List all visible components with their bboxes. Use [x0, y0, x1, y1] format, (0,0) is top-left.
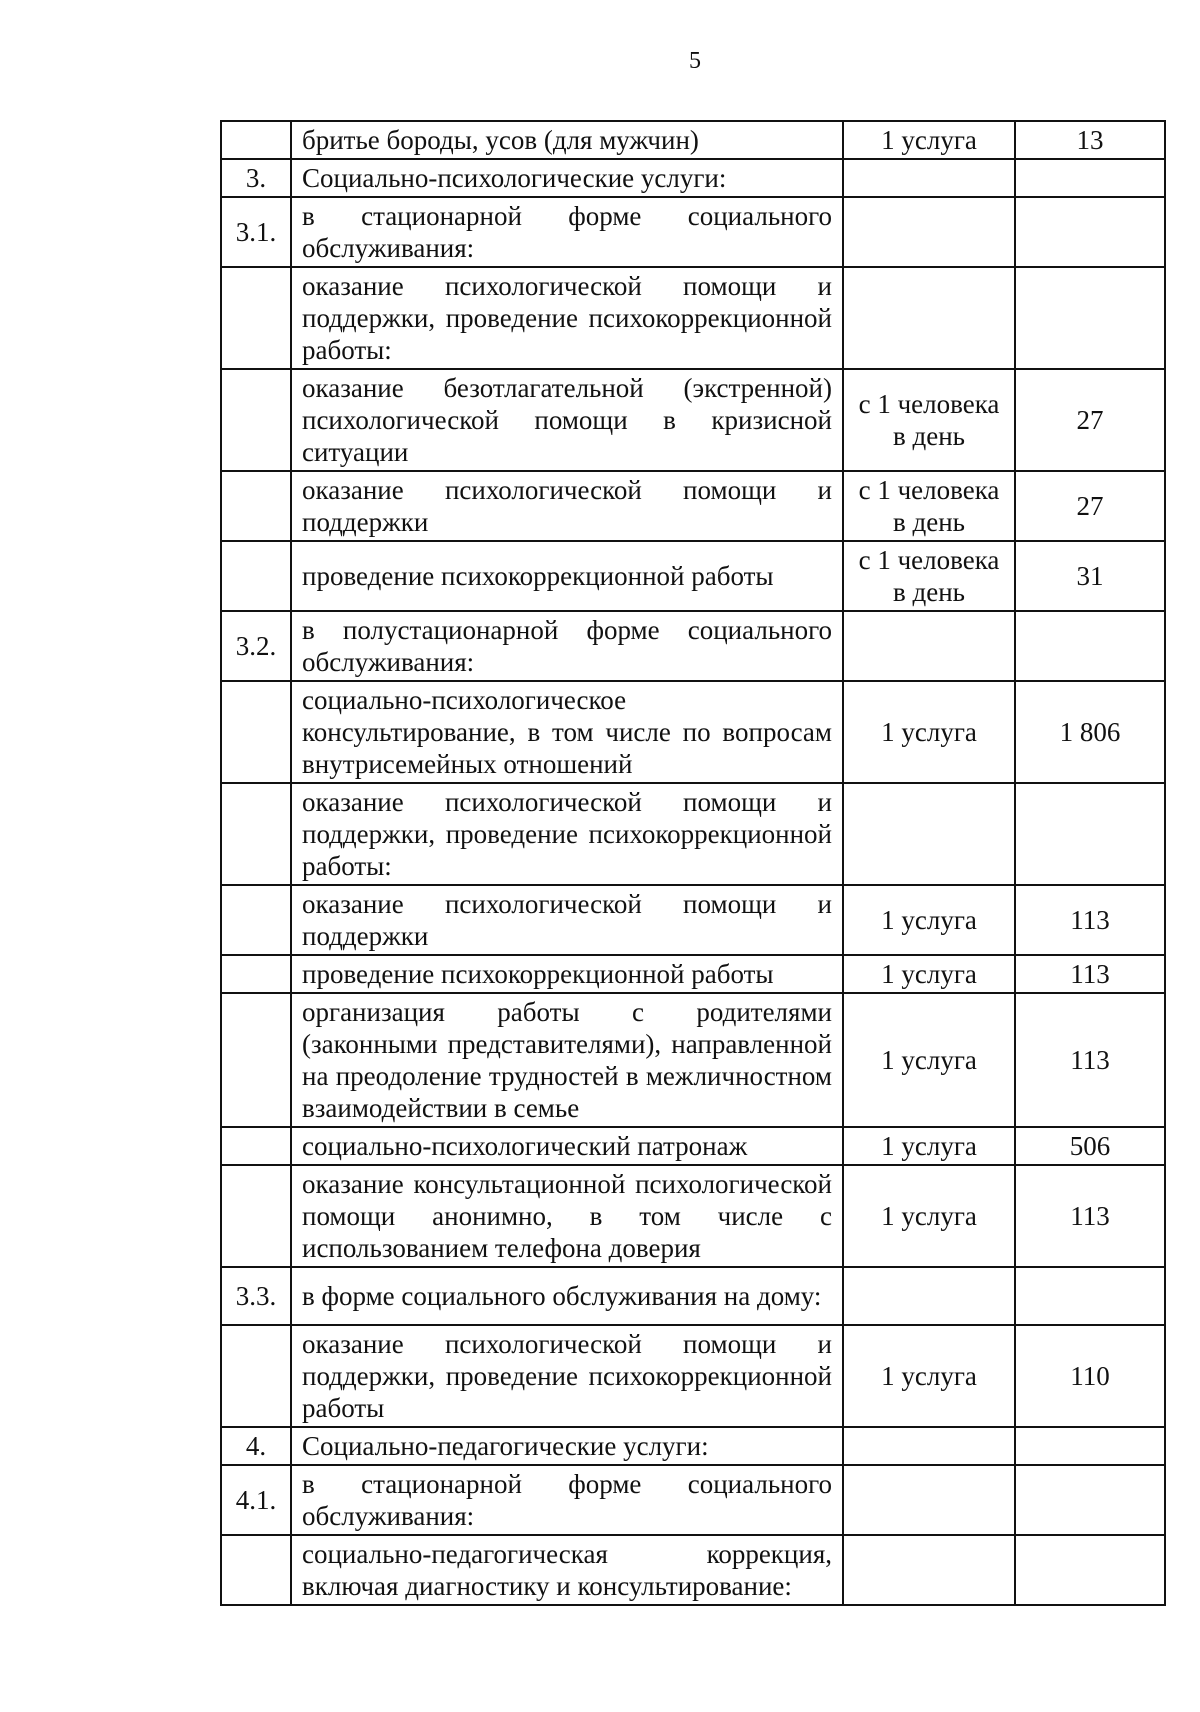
- row-number-cell: [221, 783, 291, 885]
- table-row: [221, 197, 1165, 267]
- row-number-cell: 3.3.: [221, 1267, 291, 1325]
- table-row: [221, 783, 1165, 885]
- table-row: [221, 121, 1165, 159]
- unit-cell: [843, 197, 1015, 267]
- row-number-cell: [221, 1535, 291, 1605]
- row-number-cell: 3.2.: [221, 611, 291, 681]
- table-row: [221, 1427, 1165, 1465]
- table-row: [221, 885, 1165, 955]
- row-number-cell: [221, 267, 291, 369]
- table-row: [221, 611, 1165, 681]
- table-row: [221, 159, 1165, 197]
- row-number-cell: [221, 1127, 291, 1165]
- price-cell: [1015, 1267, 1165, 1325]
- service-name-cell: бритье бороды, усов (для мужчин): [291, 121, 843, 159]
- row-number-cell: [221, 471, 291, 541]
- row-number-cell: [221, 993, 291, 1127]
- row-number-cell: [221, 955, 291, 993]
- unit-cell: 1 услуга: [843, 681, 1015, 783]
- page-number: 5: [689, 48, 701, 74]
- row-number-cell: [221, 121, 291, 159]
- service-name-cell: социально-педагогическая коррекция, включая диагностику и консультирование:: [291, 1535, 843, 1605]
- unit-cell: 1 услуга: [843, 1165, 1015, 1267]
- unit-cell: с 1 человека в день: [843, 369, 1015, 471]
- service-name-cell: в форме социального обслуживания на дому:: [291, 1267, 843, 1325]
- services-table-body: [221, 121, 1165, 1605]
- service-name-cell: в стационарной форме социального обслуживания:: [291, 197, 843, 267]
- row-number-cell: [221, 885, 291, 955]
- price-cell: 1 806: [1015, 681, 1165, 783]
- service-name-cell: Социально-психологические услуги:: [291, 159, 843, 197]
- services-table: [220, 120, 1166, 1606]
- unit-cell: [843, 611, 1015, 681]
- unit-cell: 1 услуга: [843, 955, 1015, 993]
- price-cell: [1015, 267, 1165, 369]
- price-cell: 110: [1015, 1325, 1165, 1427]
- price-cell: [1015, 159, 1165, 197]
- row-number-cell: 3.1.: [221, 197, 291, 267]
- service-name-cell: оказание психологической помощи и поддержки, проведение психокоррекционной работы:: [291, 783, 843, 885]
- price-cell: 13: [1015, 121, 1165, 159]
- unit-cell: [843, 783, 1015, 885]
- service-name-cell: в стационарной форме социального обслуживания:: [291, 1465, 843, 1535]
- unit-cell: [843, 267, 1015, 369]
- price-cell: [1015, 611, 1165, 681]
- table-row: [221, 369, 1165, 471]
- row-number-cell: [221, 1325, 291, 1427]
- service-name-cell: в полустационарной форме социального обслуживания:: [291, 611, 843, 681]
- service-name-cell: Социально-педагогические услуги:: [291, 1427, 843, 1465]
- price-cell: 113: [1015, 1165, 1165, 1267]
- table-row: [221, 955, 1165, 993]
- price-cell: 27: [1015, 369, 1165, 471]
- unit-cell: с 1 человека в день: [843, 541, 1015, 611]
- price-cell: 31: [1015, 541, 1165, 611]
- table-row: [221, 681, 1165, 783]
- row-number-cell: 4.: [221, 1427, 291, 1465]
- row-number-cell: [221, 681, 291, 783]
- row-number-cell: [221, 369, 291, 471]
- unit-cell: [843, 1427, 1015, 1465]
- table-row: [221, 1127, 1165, 1165]
- service-name-cell: оказание психологической помощи и поддержки: [291, 885, 843, 955]
- unit-cell: [843, 1465, 1015, 1535]
- service-name-cell: оказание психологической помощи и поддержки, проведение психокоррекционной работы:: [291, 267, 843, 369]
- table-row: [221, 1465, 1165, 1535]
- table-row: [221, 1267, 1165, 1325]
- service-name-cell: организация работы с родителями (законными представителями), направленной на преодоление трудностей в межличностном взаимодействии в семье: [291, 993, 843, 1127]
- price-cell: [1015, 1427, 1165, 1465]
- table-row: [221, 541, 1165, 611]
- unit-cell: [843, 1535, 1015, 1605]
- unit-cell: [843, 159, 1015, 197]
- service-name-cell: социально-психологический патронаж: [291, 1127, 843, 1165]
- price-cell: [1015, 1535, 1165, 1605]
- service-name-cell: социально-психологическое консультирование, в том числе по вопросам внутрисемейных отношений: [291, 681, 843, 783]
- service-name-cell: оказание психологической помощи и поддержки: [291, 471, 843, 541]
- price-cell: 113: [1015, 955, 1165, 993]
- unit-cell: 1 услуга: [843, 121, 1015, 159]
- service-name-cell: оказание психологической помощи и поддержки, проведение психокоррекционной работы: [291, 1325, 843, 1427]
- unit-cell: 1 услуга: [843, 1325, 1015, 1427]
- table-row: [221, 471, 1165, 541]
- service-name-cell: проведение психокоррекционной работы: [291, 955, 843, 993]
- unit-cell: с 1 человека в день: [843, 471, 1015, 541]
- row-number-cell: [221, 1165, 291, 1267]
- service-name-cell: оказание консультационной психологической помощи анонимно, в том числе с использованием телефона доверия: [291, 1165, 843, 1267]
- price-cell: 27: [1015, 471, 1165, 541]
- table-row: [221, 1535, 1165, 1605]
- unit-cell: 1 услуга: [843, 993, 1015, 1127]
- table-row: [221, 1165, 1165, 1267]
- price-cell: [1015, 783, 1165, 885]
- table-row: [221, 267, 1165, 369]
- row-number-cell: [221, 541, 291, 611]
- price-cell: 113: [1015, 993, 1165, 1127]
- price-cell: 506: [1015, 1127, 1165, 1165]
- unit-cell: [843, 1267, 1015, 1325]
- table-row: [221, 1325, 1165, 1427]
- unit-cell: 1 услуга: [843, 885, 1015, 955]
- row-number-cell: 3.: [221, 159, 291, 197]
- price-cell: [1015, 197, 1165, 267]
- table-row: [221, 993, 1165, 1127]
- price-cell: 113: [1015, 885, 1165, 955]
- service-name-cell: проведение психокоррекционной работы: [291, 541, 843, 611]
- service-name-cell: оказание безотлагательной (экстренной) психологической помощи в кризисной ситуации: [291, 369, 843, 471]
- unit-cell: 1 услуга: [843, 1127, 1015, 1165]
- price-cell: [1015, 1465, 1165, 1535]
- row-number-cell: 4.1.: [221, 1465, 291, 1535]
